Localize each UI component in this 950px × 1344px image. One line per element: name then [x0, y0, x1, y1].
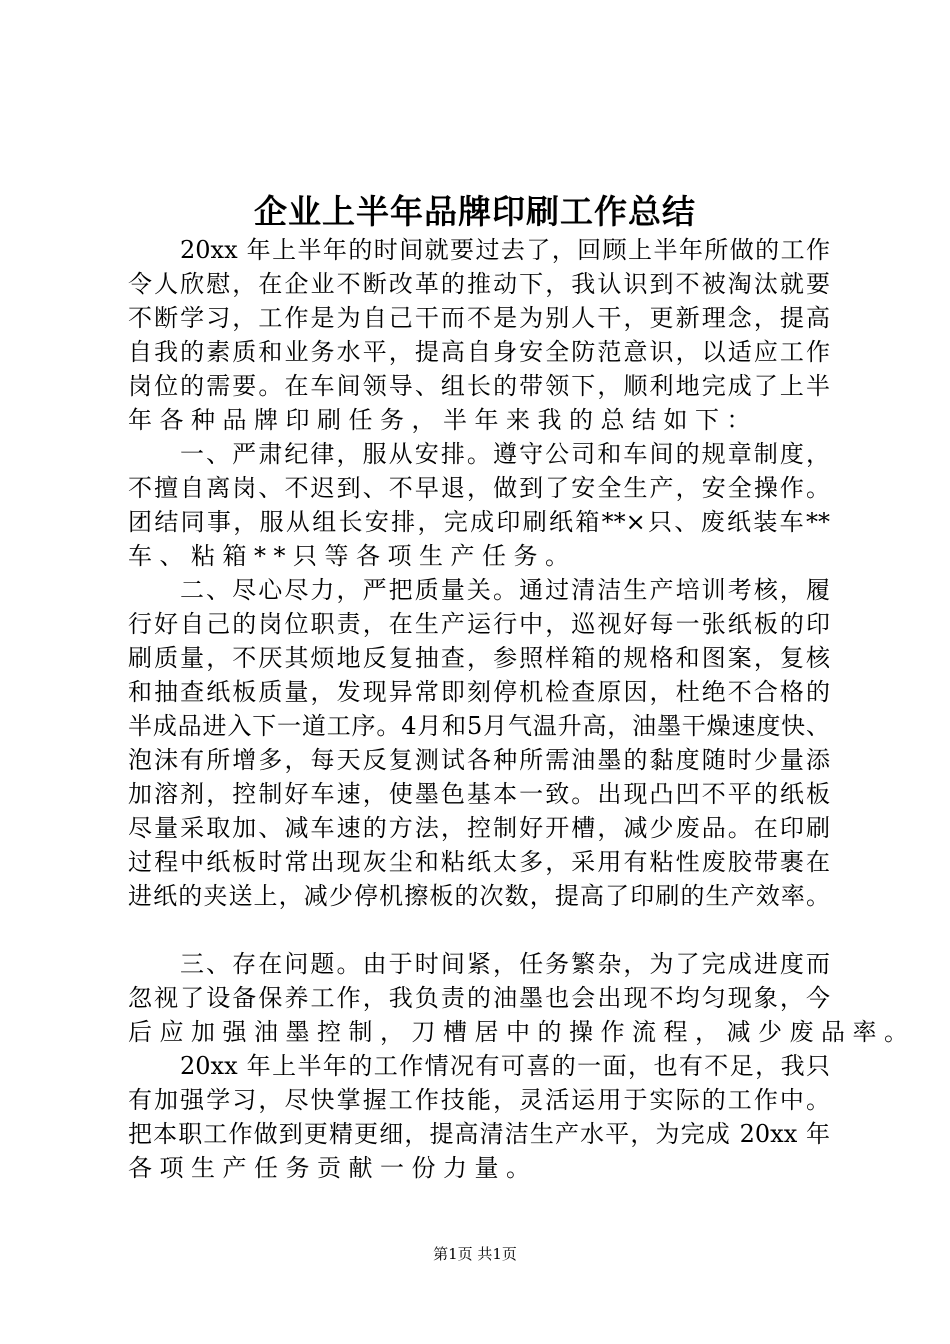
text-line: 不断学习，工作是为自己干而不是为别人干，更新理念，提高 — [128, 304, 830, 332]
text-line: 泡沫有所增多，每天反复测试各种所需油墨的黏度随时少量添 — [128, 746, 830, 774]
text-line: 后应加强油墨控制，刀槽居中的操作流程，减少废品率。 — [128, 1018, 916, 1046]
text-line: 一、严肃纪律，服从安排。遵守公司和车间的规章制度， — [180, 440, 830, 468]
text-line: 年各种品牌印刷任务，半年来我的总结如下： — [128, 406, 758, 434]
page-footer: 第1页 共1页 — [433, 1245, 517, 1263]
paragraph — [128, 1049, 830, 1185]
text-line: 加溶剂，控制好车速，使墨色基本一致。出现凸凹不平的纸板 — [128, 780, 830, 808]
paragraph — [128, 233, 830, 437]
text-line: 刷质量，不厌其烦地反复抽查，参照样箱的规格和图案，复核 — [128, 644, 830, 672]
paragraph — [128, 573, 830, 913]
text-line: 20xx 年上半年的工作情况有可喜的一面，也有不足，我只 — [180, 1052, 830, 1080]
text-line: 半成品进入下一道工序。4月和5月气温升高，油墨干燥速度快、 — [128, 712, 830, 740]
text-line: 20xx 年上半年的时间就要过去了，回顾上半年所做的工作 — [180, 236, 830, 264]
text-line: 进纸的夹送上，减少停机擦板的次数，提高了印刷的生产效率。 — [128, 882, 830, 910]
text-line: 各项生产任务贡献一份力量。 — [128, 1154, 538, 1182]
text-line: 车、粘箱**只等各项生产任务。 — [128, 542, 577, 570]
text-line: 不擅自离岗、不迟到、不早退，做到了安全生产，安全操作。 — [128, 474, 830, 502]
text-line: 行好自己的岗位职责，在生产运行中，巡视好每一张纸板的印 — [128, 610, 830, 638]
text-line: 二、尽心尽力，严把质量关。通过清洁生产培训考核，履 — [180, 576, 830, 604]
text-line: 自我的素质和业务水平，提高自身安全防范意识，以适应工作 — [128, 338, 830, 366]
text-line: 三、存在问题。由于时间紧，任务繁杂，为了完成进度而 — [180, 950, 830, 978]
paragraph-gap — [128, 913, 830, 947]
text-line: 有加强学习，尽快掌握工作技能，灵活运用于实际的工作中。 — [128, 1086, 830, 1114]
paragraph — [128, 947, 916, 1049]
text-line: 尽量采取加、减车速的方法，控制好开槽，减少废品。在印刷 — [128, 814, 830, 842]
text-line: 把本职工作做到更精更细，提高清洁生产水平，为完成 20xx 年 — [128, 1120, 830, 1148]
text-line: 岗位的需要。在车间领导、组长的带领下，顺利地完成了上半 — [128, 372, 830, 400]
text-line: 过程中纸板时常出现灰尘和粘纸太多，采用有粘性废胶带裹在 — [128, 848, 830, 876]
text-line: 忽视了设备保养工作，我负责的油墨也会出现不均匀现象，今 — [128, 984, 830, 1012]
document-title: 企业上半年品牌印刷工作总结 — [254, 192, 696, 231]
text-line: 和抽查纸板质量，发现异常即刻停机检查原因，杜绝不合格的 — [128, 678, 830, 706]
text-line: 团结同事，服从组长安排，完成印刷纸箱**×只、废纸装车** — [128, 508, 830, 536]
document-body — [128, 233, 916, 1185]
text-line: 令人欣慰，在企业不断改革的推动下，我认识到不被淘汰就要 — [128, 270, 830, 298]
paragraph — [128, 437, 830, 573]
